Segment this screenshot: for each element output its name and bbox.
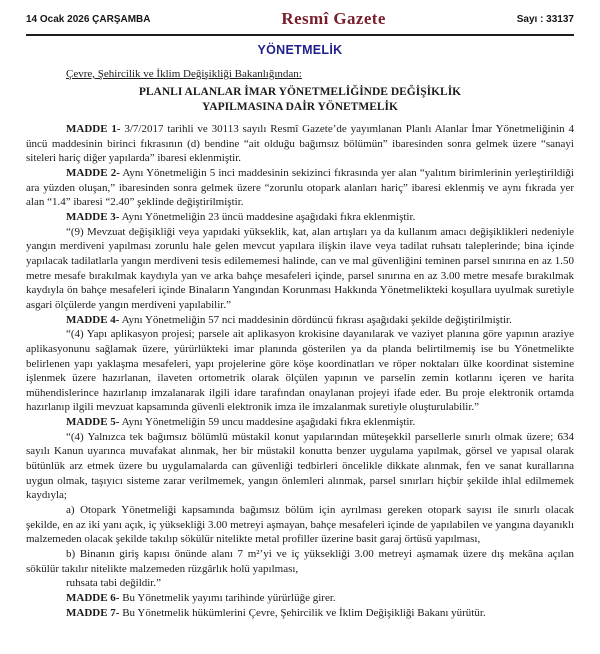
quoted-paragraph-4-art57	[26, 327, 574, 415]
article-2-label: MADDE 2-	[66, 166, 120, 179]
article-4	[26, 313, 574, 328]
article-2-text: Aynı Yönetmeliğin 5 inci maddesinin sekizinci fıkrasında yer alan “yalıtım birimlerinin yerleştirildiği ara yüzden oluşan,” ibaresinden sonra gelmek üzere “zorunlu otopark alanları hariç” ibaresi eklenmiş ve aynı fıkrada yer alan “1.4” ibaresi “2.40” şeklinde değiştirilmiştir.	[26, 166, 574, 209]
quoted-paragraph-9-text: “(9) Mevzuat değişikliği veya yapıdaki yükseklik, kat, alan artışları ya da kullanım amacı değişiklikleri nedeniyle yangın merdiveni yapılması zorunlu hale gelen mevcut yapılara ilişkin ilave veya tadilat ruhsatı taleplerinde; bina içinde yapılacak tadilatlarla yangın merdiveni tesis edilememesi halinde, can ve mal güvenliğini teminen parsel sınırına en az 1.50 metre mesafe bırakılmak kaydıyla yan ve arka bahçe mesafeleri içinde, parsel sınırına en az 3.00 metre mesafe bırakılmak kaydıyla ön bahçe mesafeleri içinde Binaların Yangından Korunması Hakkında Yönetmelikteki koşullara uyulmak suretiyle asgari ölçülerde yangın merdiveni yapılabilir.”	[26, 225, 574, 311]
regulation-body	[26, 122, 574, 620]
quoted-paragraph-4-art57-text: “(4) Yapı aplikasyon projesi; parsele ait aplikasyon krokisine dayanılarak ve vaziyet planına göre yapının araziye aplikasyonunu sağlamak üzere, yürürlükteki imar planında gösterilen ya da planda belirtilmemiş ise bu Yönetmelikte belirlenen yapı yaklaşma mesafeleri, yapı projelerine göre köşe koordinatları ve röper noktaları ülke koordinat sistemine işlenmek üzere hazırlanan, ilaveten ortometrik olarak ölçülen yapının ve parselin zemin kotlarını içeren ve harita mühendislerince hazırlanıp imzalanarak ilgili idare tarafından onaylanan projeyi ifade eder. Bu proje elektronik ortamda hazırlanıp ilgili mevzuat kapsamında güvenli elektronik imza ile imzalanmak suretiyle oluşturulabilir.”	[26, 328, 574, 414]
gazette-header	[26, 9, 574, 36]
quoted-paragraph-9	[26, 225, 574, 313]
article-7-label: MADDE 7-	[66, 606, 120, 619]
article-1-text: 3/7/2017 tarihli ve 30113 sayılı Resmî Gazete’de yayımlanan Planlı Alanlar İmar Yönetmeliğinin 4 üncü maddesinin birinci fıkrasının (d) bendine “ait olduğu bağımsız bölümün” ibaresinden sonra gelmek üzere “sanayi siteleri hariç diğer yapılarda” ibaresi eklenmiştir.	[26, 123, 574, 165]
article-1-label: MADDE 1-	[66, 123, 121, 135]
article-3	[26, 210, 574, 225]
publication-date: 14 Ocak 2026 ÇARŞAMBA	[26, 13, 151, 25]
ministry-source-text: Çevre, Şehircilik ve İklim Değişikliği Bakanlığından:	[66, 68, 302, 80]
clause-closing-text: ruhsata tabi değildir.”	[66, 577, 161, 590]
article-4-text: Aynı Yönetmeliğin 57 nci maddesinin dördüncü fıkrası aşağıdaki şekilde değiştirilmiştir.	[119, 313, 512, 326]
article-4-label: MADDE 4-	[66, 313, 120, 326]
quoted-paragraph-4-art59-text: “(4) Yalnızca tek bağımsız bölümlü müstakil konut yapılarından müteşekkil parsellerle sınırlı olmak üzere; 634 sayılı Kanun uyarınca muvafakat alınmak, her bir müstakil konutta benzer uygulama yapılmak, görsel ve yapısal olarak bütünlük arz etmek üzere bu uygulamalarda can güvenliği tedbirleri öncelikle dikkate alınmak, fen ve sanat kurallarına uygun olmak, taşıyıcı sisteme zarar verilmemek, yangın önlemleri alınmak, parsel sınırları hiçbir şekilde ihlal edilmemek kaydıyla;	[26, 430, 574, 502]
regulation-title	[0, 85, 600, 115]
ministry-source-line	[26, 68, 574, 80]
article-3-label: MADDE 3-	[66, 210, 120, 223]
regulation-title-line1: PLANLI ALANLAR İMAR YÖNETMELİĞİNDE DEĞİŞİKLİK	[138, 86, 462, 98]
article-7	[26, 606, 574, 621]
gazette-title: Resmî Gazete	[281, 9, 386, 28]
section-heading: YÖNETMELİK	[257, 43, 343, 57]
article-2	[26, 166, 574, 210]
clause-a	[26, 503, 574, 547]
article-3-text: Aynı Yönetmeliğin 23 üncü maddesine aşağıdaki fıkra eklenmiştir.	[119, 210, 416, 223]
clause-b-text: b) Binanın giriş kapısı önünde alanı 7 m²’yi ve iç yüksekliği 3.00 metreyi aşmamak üzere dış mekâna açılan sökülür takılır nitelikte malzemeden rüzgârlık holü yapılması,	[26, 548, 574, 575]
clause-closing	[26, 576, 574, 591]
article-6	[26, 591, 574, 606]
clause-b	[26, 547, 574, 576]
article-1	[26, 122, 574, 166]
clause-a-text: a) Otopark Yönetmeliği kapsamında bağımsız bölüm için ayrılması gereken otopark sayısı ile sınırlı olacak şekilde, en az iki yanı açık, iç yüksekliği 3.00 metreyi aşmayan, bahçe mesafeleri içinde de yapılabilen ve yangına dayanıklı malzemeden olacak şekilde takılıp sökülür nitelikte metal profiller üzerine basit garaj örtüsü yapılması,	[26, 504, 574, 546]
article-6-label: MADDE 6-	[66, 592, 120, 604]
regulation-title-line2: YAPILMASINA DAİR YÖNETMELİK	[202, 101, 398, 113]
article-5-label: MADDE 5-	[66, 416, 120, 429]
article-7-text: Bu Yönetmelik hükümlerini Çevre, Şehircilik ve İklim Değişikliği Bakanı yürütür.	[119, 606, 486, 619]
article-5	[26, 415, 574, 430]
issue-number: Sayı : 33137	[516, 13, 574, 25]
article-5-text: Aynı Yönetmeliğin 59 uncu maddesine aşağıdaki fıkra eklenmiştir.	[119, 416, 416, 429]
quoted-paragraph-4-art59	[26, 430, 574, 503]
article-6-text: Bu Yönetmelik yayımı tarihinde yürürlüğe girer.	[119, 592, 336, 604]
